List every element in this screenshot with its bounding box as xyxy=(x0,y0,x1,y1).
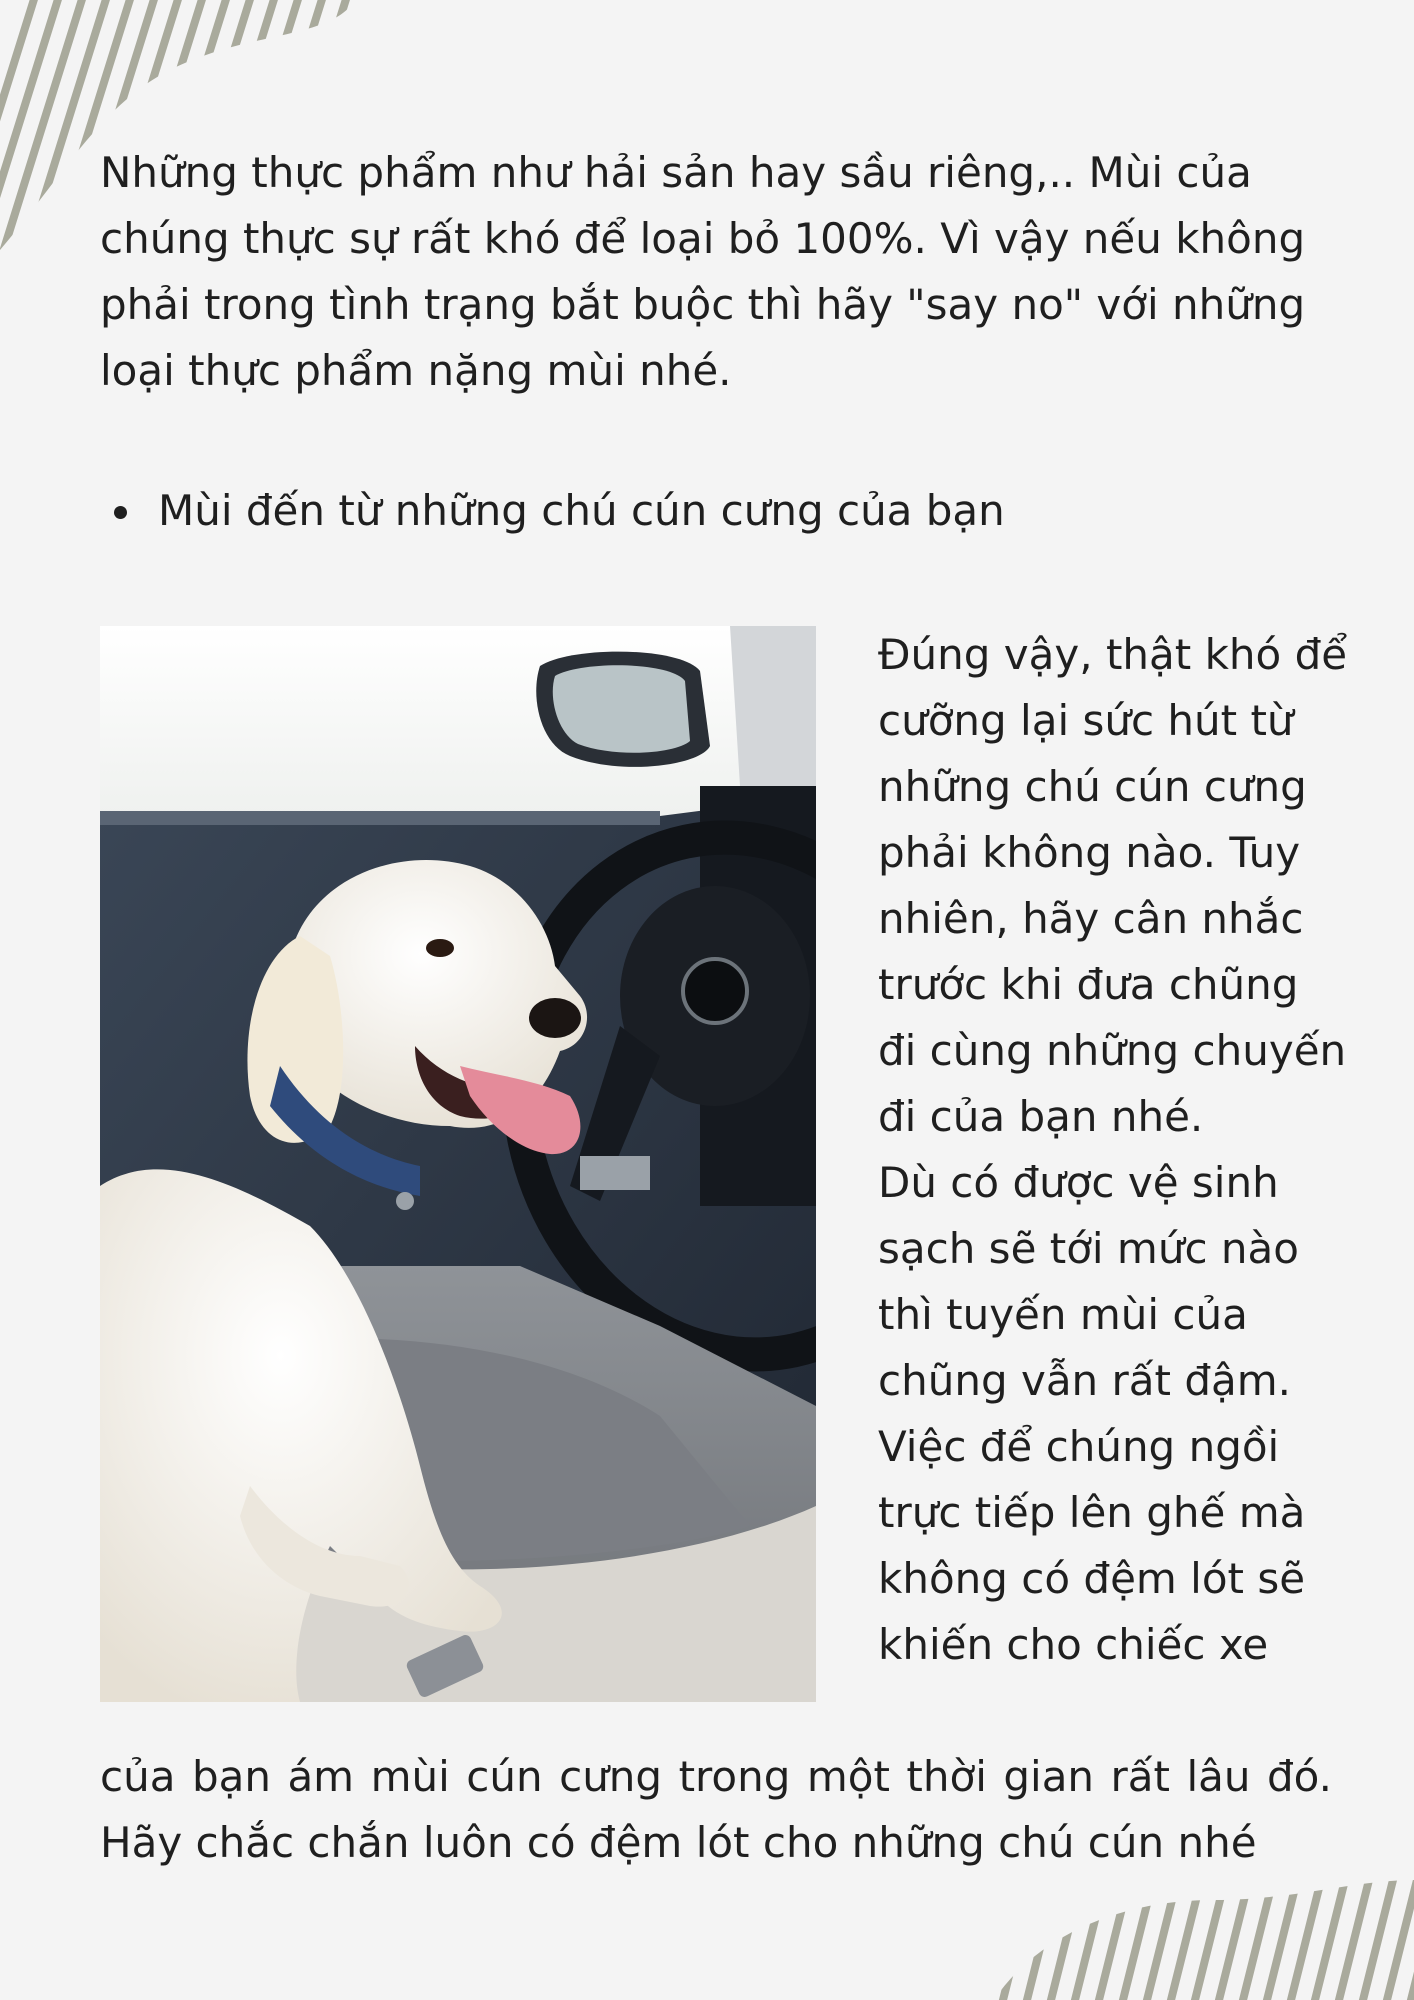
intro-paragraph: Những thực phẩm như hải sản hay sầu riêng,.. Mùi của chúng thực sự rất khó để loại bỏ 100%. Vì vậy nếu không phải trong tình trạng bắt buộc thì hãy "say no" với những loại thực phẩm nặng mùi nhé. xyxy=(100,148,1306,395)
side-paragraph xyxy=(878,622,1348,1678)
bullet-item-pet-smell: Mùi đến từ những chú cún cưng của bạn xyxy=(100,478,1300,544)
bottom-paragraph xyxy=(100,1744,1332,1876)
bottom-line-1: của bạn ám mùi cún cưng trong một thời gian rất lâu đó. xyxy=(100,1752,1332,1801)
dog-in-car-photo xyxy=(100,626,816,1702)
dog-illustration xyxy=(100,626,816,1702)
bullet-list xyxy=(100,478,1300,544)
side-paragraph-1: Đúng vậy, thật khó để cưỡng lại sức hút từ những chú cún cưng phải không nào. Tuy nhiên, hãy cân nhắc trước khi đưa chũng đi cùng những chuyến đi của bạn nhé. xyxy=(878,630,1348,1141)
side-paragraph-2: Dù có được vệ sinh sạch sẽ tới mức nào thì tuyến mùi của chũng vẫn rất đậm. Việc để chúng ngồi trực tiếp lên ghế mà không có đệm lót sẽ khiến cho chiếc xe xyxy=(878,1158,1306,1669)
stripe-decoration-bottom-right xyxy=(994,1880,1414,2000)
bottom-line-2: Hãy chắc chắn luôn có đệm lót cho những chú cún nhé xyxy=(100,1818,1257,1867)
